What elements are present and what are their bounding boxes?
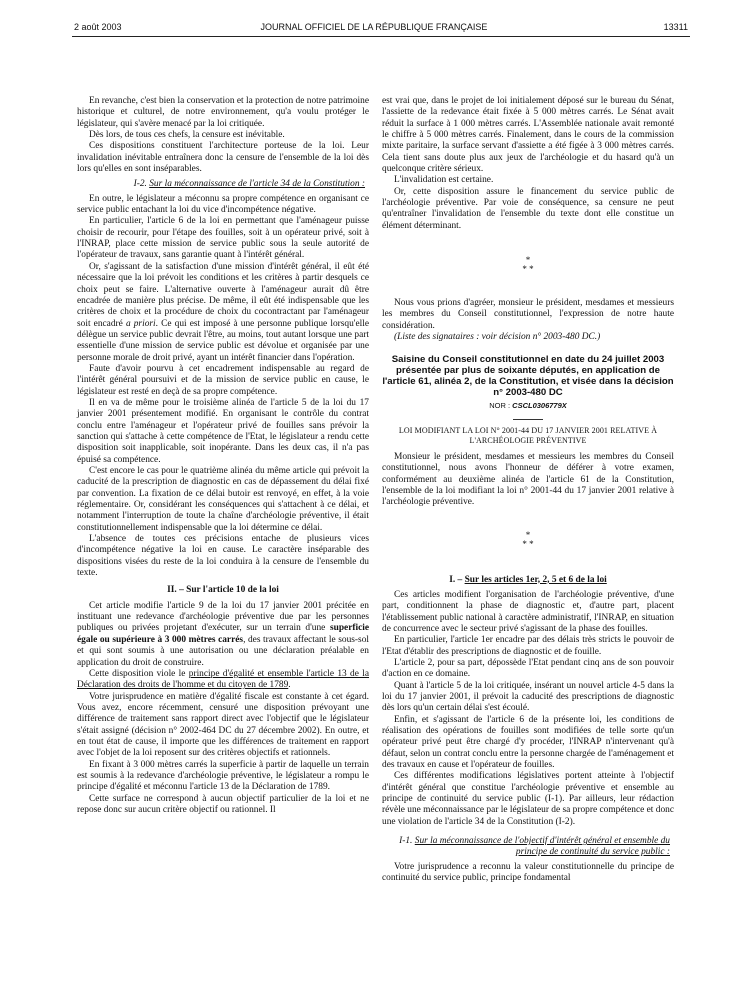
paragraph: En particulier, l'article 1er encadre par des délais très stricts le pouvoir de l'Etat d'établir des prescriptions de diagnostic et de fouille. — [382, 635, 674, 657]
left-column — [77, 96, 369, 816]
separator-asterisks — [382, 256, 674, 274]
paragraph — [77, 601, 369, 669]
italic-run: a priori — [125, 318, 156, 329]
separator-asterisks — [382, 531, 674, 549]
section-text: Sur les articles 1er, 2, 5 et 6 de la loi — [464, 574, 607, 585]
nor-label: NOR : — [489, 400, 511, 410]
subheading-i2 — [77, 179, 369, 190]
subheading-text: Sur la méconnaissance de l'article 34 de la Constitution : — [149, 179, 365, 190]
asterisk-bottom: * * — [522, 264, 534, 275]
paragraph: Votre jurisprudence a reconnu la valeur constitutionnelle du principe de continuité du service public, principe fondamental — [382, 861, 674, 884]
subheading-i1 — [382, 836, 674, 859]
paragraph: En particulier, l'article 6 de la loi en permettant que l'aménageur puisse choisir de recourir, pour l'étape des fouilles, soit à un opérateur privé, soit à l'INRAP, place cette mission de service public sous la seule autorité de l'opérateur de travaux, sans garantie quant à l'intérêt général. — [77, 216, 369, 261]
paragraph: Or, cette disposition assure le financement du service public de l'archéologie préventive. Par voie de conséquence, sa censure ne peut qu'entraîner l'invalidation de l'ensemble du texte dont elle constitue un élément déterminant. — [382, 186, 674, 231]
paragraph: Monsieur le président, mesdames et messieurs les membres du Conseil constitutionnel, nous avons l'honneur de déférer à votre examen, conformément au deuxième alinéa de l'article 61 de la Constitution, l'ensemble de la loi modifiant la loi n° 2001-44 du 17 janvier 2001 relative à l'archéologie préventive. — [382, 451, 674, 508]
bold-run: superficie égale ou supérieure à 3 000 mètres carrés — [77, 623, 370, 645]
subheading-text: Sur la méconnaissance de l'objectif d'intérêt général et ensemble du principe de continuité du service public : — [414, 836, 670, 858]
paragraph: Il en va de même pour le troisième alinéa de l'article 5 de la loi du 17 janvier 2001 présentement modifié. En organisant le contrôle du contrat conclu entre l'aménageur et l'opérateur privé de fouilles sans prévoir la sanction qui s'attache à cette compétence de l'Etat, le législateur a rendu cette disposition soit inapplicable, soit inopérante. Dans les deux cas, il n'a pas épuisé sa compétence. — [77, 397, 369, 465]
paragraph: Faute d'avoir pourvu à cet encadrement indispensable au regard de l'intérêt général poursuivi et de la mission de service public en cause, le législateur est resté en deçà de sa propre compétence. — [77, 363, 369, 397]
subheading-prefix: I-2. — [133, 179, 147, 190]
paragraph: En outre, le législateur a méconnu sa propre compétence en organisant ce service public entachant la loi du vice d'incompétence négative. — [77, 193, 369, 216]
paragraph: Dès lors, de tous ces chefs, la censure est inévitable. — [89, 130, 285, 141]
subheading-prefix: I-1. — [399, 836, 413, 847]
paragraph: Ces différentes modifications législatives portent atteinte à l'objectif d'intérêt général que constitue l'archéologie préventive et ensemble au principe de continuité du service public (I-1). Par ailleurs, leur rédaction révèle une méconnaissance par le législateur de sa propre compétence et donc une violation de l'article 34 de la Constitution (I-2). — [382, 771, 674, 827]
text-run: Cet article modifie l'article 9 de la loi du 17 janvier 2001 précitée en instituant une redevance d'archéologie préventive due par les personnes publiques ou privées projetant d'exécuter, sur un terrain d'une — [77, 600, 369, 634]
header-rule — [72, 36, 690, 37]
paragraph: L'absence de toutes ces précisions entache de plusieurs vices d'incompétence négative la loi en cause. Le caractère inséparable des dispositions visées du reste de la loi conduira à la censure de l'ensemble du texte. — [77, 534, 369, 579]
header-date: 2 août 2003 — [74, 22, 122, 32]
nor-value: CSCL0306779X — [512, 400, 567, 410]
right-column — [382, 96, 674, 885]
signatories-note: (Liste des signataires : voir décision n° 2003-480 DC.) — [394, 332, 601, 343]
paragraph: est vrai que, dans le projet de loi initialement déposé sur le bureau du Sénat, l'assiette de la redevance était fixée à 5 000 mètres carrés. Le Sénat avait réduit la surface à 1 000 mètres carrés. L'Assemblée nationale avait remonté le chiffre à 5 000 mètres carrés. Finalement, dans le cours de la commission mixte paritaire, la surface servant d'assiette a été figée à 3 000 mètres carrés. Cela tient sans doute plus aux jeux de l'archéologie et du hasard qu'à un quelconque critère sérieux. — [382, 96, 674, 175]
text-run: . — [288, 680, 291, 691]
nor-reference — [382, 400, 674, 411]
header-page-number: 13311 — [663, 22, 688, 32]
paragraph: Cette surface ne correspond à aucun objectif particulier de la loi et ne repose donc sur aucun critère objectif ou rationnel. Il — [77, 793, 369, 815]
paragraph: En revanche, c'est bien la conservation et la protection de notre patrimoine historique et culturel, de notre environnement, qu'a voulu protéger le législateur, qui s'avère menacé par la loi critiquée. — [77, 96, 369, 129]
asterisk-top: * — [525, 529, 531, 540]
paragraph: Votre jurisprudence en matière d'égalité fiscale est constante à cet égard. Vous avez, encore récemment, censuré une disposition prévoyant une différence de traitement sans rapport direct avec l'objectif que le législateur s'était assigné (décision n° 2002-464 DC du 27 décembre 2002). En outre, et en tout état de cause, il importe que les différences de traitement en rapport avec l'objet de la loi reposent sur des critères objectifs et rationnels. — [77, 691, 369, 759]
header-journal-title: JOURNAL OFFICIEL DE LA RÉPUBLIQUE FRANÇAISE — [260, 22, 488, 32]
paragraph: Quant à l'article 5 de la loi critiquée, insérant un nouvel article 4-5 dans la loi du 17 janvier 2001, il prévoit la caducité des prescriptions de diagnostic dès lors qu'un certain délai s'est écoulé. — [382, 680, 674, 714]
saisine-title: Saisine du Conseil constitutionnel en date du 24 juillet 2003 présentée par plus de soixante députés, en application de l'article 61, alinéa 2, de la Constitution, et visée dans la décision n° 2003-480 DC — [382, 353, 674, 398]
paragraph: Enfin, et s'agissant de l'article 6 de la présente loi, les conditions de réalisation des opérations de fouilles sont modifiées de telle sorte qu'un opérateur privé peut être chargé d'y procéder, l'INRAP n'intervenant qu'à défaut, selon un contrat conclu entre la personne chargée de l'aménagement et des travaux en cause et l'opérateur de fouilles. — [382, 714, 675, 771]
divider — [513, 419, 543, 420]
section-prefix: I. – — [449, 574, 463, 585]
text-run: Cette disposition viole le — [89, 668, 186, 679]
underlined-run: principe d'égalité et ensemble l'article 13 de la Déclaration des droits de l'homme et du citoyen de 1789 — [77, 668, 370, 691]
asterisk-top: * — [525, 255, 531, 266]
paragraph — [77, 669, 369, 692]
text-run: , des travaux affectant le sous-sol et qui sont soumis à une autorisation ou une déclaration préalable en application du droit de construire. — [77, 634, 369, 668]
paragraph: En fixant à 3 000 mètres carrés la superficie à partir de laquelle un terrain est soumis à la redevance d'archéologie préventive, le législateur a rompu le principe d'égalité et méconnu l'article 13 de la Déclaration de 1789. — [77, 759, 369, 793]
section-heading-i — [382, 575, 674, 586]
asterisk-bottom: * * — [522, 538, 534, 549]
law-title: LOI MODIFIANT LA LOI N° 2001-44 DU 17 JANVIER 2001 RELATIVE À L'ARCHÉOLOGIE PRÉVENTIVE — [398, 425, 658, 445]
text-run: . Ce qui est imposé à une personne publique lorsqu'elle délègue un service public devrait l'être, au moins, tout autant lorsque une part essentielle d'une mission de service public est dévolue et organisée par une personne morale de droit privé, ayant un intérêt financier dans l'opération. — [77, 318, 369, 363]
paragraph: Ces articles modifient l'organisation de l'archéologie préventive, d'une part, conditionnent la phase de diagnostic et, d'autre part, placent l'établissement public national à caractère administratif, l'INRAP, en situation de concurrence avec le secteur privé s'agissant de la phase des fouilles. — [382, 589, 674, 634]
paragraph: Nous vous prions d'agréer, monsieur le président, mesdames et messieurs les membres du Conseil constitutionnel, l'expression de notre haute considération. — [382, 298, 674, 331]
paragraph: L'article 2, pour sa part, dépossède l'Etat pendant cinq ans de son pouvoir d'action en ce domaine. — [382, 657, 674, 680]
paragraph: L'invalidation est certaine. — [394, 175, 494, 186]
paragraph: C'est encore le cas pour le quatrième alinéa du même article qui prévoit la caducité de la prescription de diagnostic en cas de dépassement du délai fixé par convention. La fixation de ce délai butoir est renvoyé, en effet, à la voie réglementaire. Or, considérant les conséquences qui s'attachent à ce délai, et notamment l'interruption de toute la chaîne d'archéologie préventive, il était constitutionnellement indispensable que la loi détermine ce délai. — [77, 466, 369, 533]
text-run: Or, s'agissant de la satisfaction d'une mission d'intérêt général, il eût été nécessaire que la loi prévoit les conditions et les critères à partir desquels ce choix peut se faire. L'alternative ouverte à l'aménageur aurait dû être encadrée de manière plus précise. De même, il eût été indispensable que les critères de choix et la procédure de choix du cocontractant par l'aménageur soit encadré — [77, 261, 369, 329]
paragraph — [77, 262, 369, 364]
section-heading-ii: II. – Sur l'article 10 de la loi — [167, 585, 279, 596]
paragraph: Ces dispositions constituent l'architecture porteuse de la loi. Leur invalidation inévitable entraînera donc la censure de l'ensemble de la loi dès lors qu'elles en sont inséparables. — [77, 141, 369, 175]
page-header — [0, 22, 748, 36]
